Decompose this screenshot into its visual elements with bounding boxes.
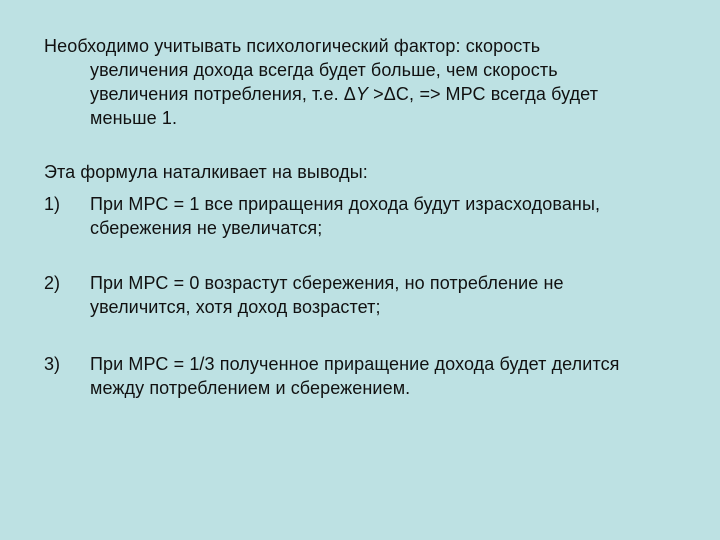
intro-line-1: Необходимо учитывать психологический фактор: скорость <box>44 36 541 56</box>
intro-line-3-middle: >ΔС, <box>368 84 420 104</box>
conclusion-2-number: 2) <box>44 273 61 293</box>
conclusion-3-number: 3) <box>44 354 61 374</box>
implies-arrow: => <box>419 84 441 104</box>
intro-line-4: меньше 1. <box>90 108 178 128</box>
intro-line-3 <box>90 82 598 106</box>
intro-line-3-start: увеличения потребления, т.е. Δ <box>90 84 356 104</box>
conclusion-3-line-2: между потреблением и сбережением. <box>90 378 411 398</box>
conclusion-1-number: 1) <box>44 194 61 214</box>
intro-line-3-end: МРС всегда будет <box>440 84 599 104</box>
formula-intro: Эта формула наталкивает на выводы: <box>44 162 368 182</box>
conclusion-1-line-1: При МРС = 1 все приращения дохода будут израсходованы, <box>90 194 601 214</box>
conclusion-2-line-1: При МРС = 0 возрастут сбережения, но потребление не <box>90 273 564 293</box>
intro-line-2: увеличения дохода всегда будет больше, чем скорость <box>90 60 558 80</box>
conclusion-3-line-1: При МРС = 1/3 полученное приращение дохода будет делится <box>90 354 620 374</box>
delta-y-variable: Y <box>355 84 369 104</box>
conclusion-1-line-2: сбережения не увеличатся; <box>90 218 323 238</box>
conclusion-2-line-2: увеличится, хотя доход возрастет; <box>90 297 381 317</box>
